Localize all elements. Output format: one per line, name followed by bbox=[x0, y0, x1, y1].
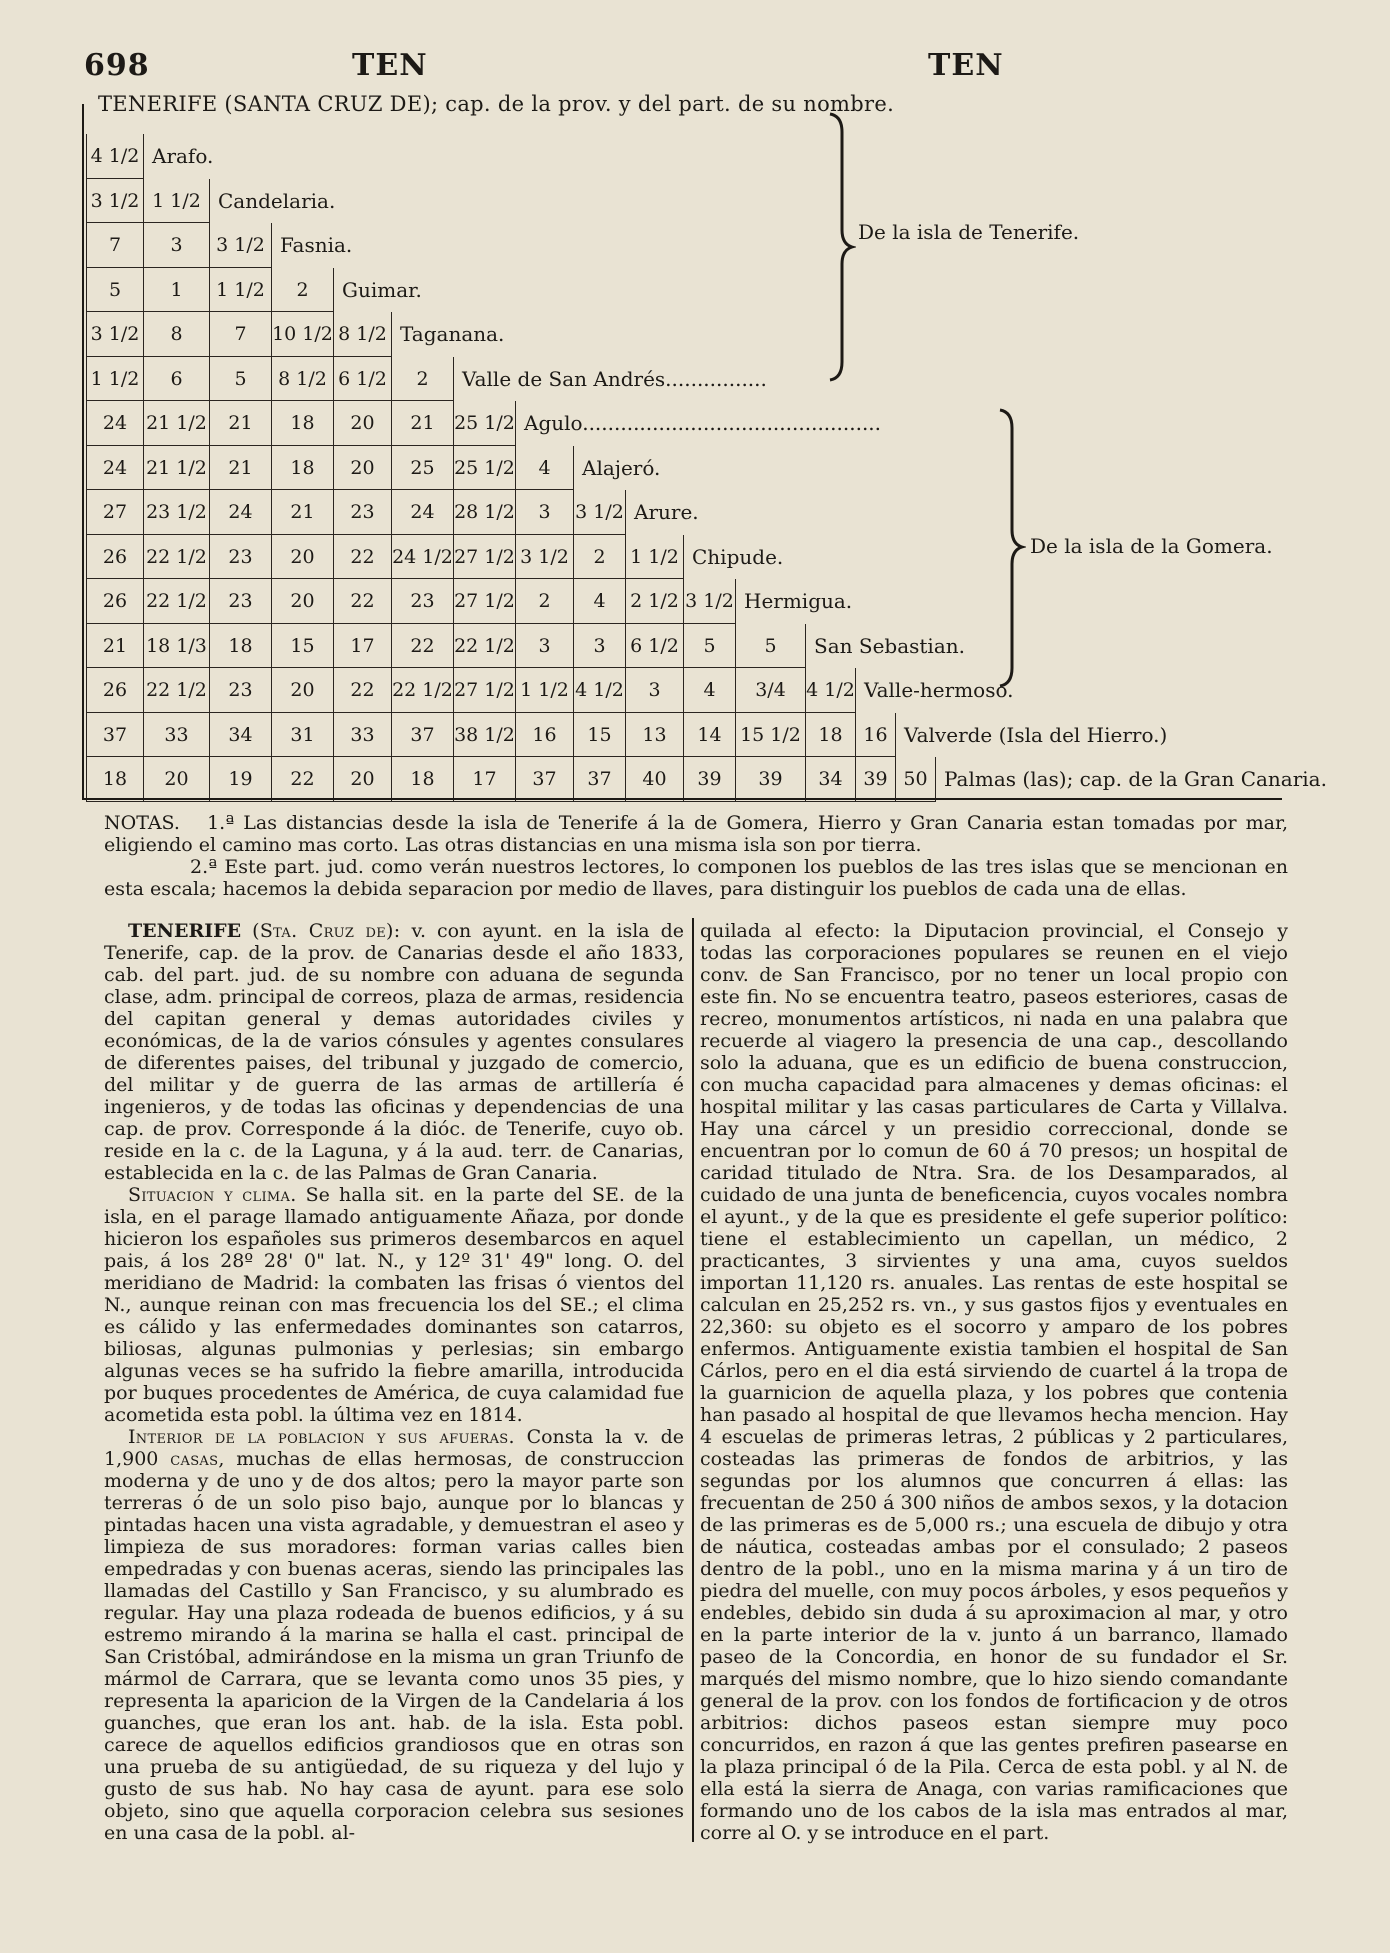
distance-cell: 22 bbox=[334, 535, 392, 580]
distance-cell: 21 bbox=[210, 446, 272, 491]
distance-cell: 1 bbox=[144, 268, 210, 313]
distance-cell: 18 bbox=[272, 401, 334, 446]
distance-cell: 5 bbox=[736, 624, 806, 669]
distance-cell: 15 bbox=[574, 713, 626, 758]
table-bottom-rule bbox=[84, 798, 1282, 800]
situacion-paragraph bbox=[104, 1184, 684, 1426]
distance-cell: 15 1/2 bbox=[736, 713, 806, 758]
distance-cell: 3 1/2 bbox=[210, 223, 272, 268]
distance-cell: 20 bbox=[272, 535, 334, 580]
town-label: Chipude. bbox=[692, 544, 784, 569]
running-head-left: TEN bbox=[352, 48, 428, 83]
distance-cell: 24 bbox=[86, 446, 144, 491]
entry-subhead: (Sta. Cruz de): bbox=[252, 920, 401, 942]
distance-cell: 3/4 bbox=[736, 668, 806, 713]
distance-cell: 16 bbox=[856, 713, 896, 758]
entry-paragraph bbox=[104, 920, 684, 1184]
distance-cell: 22 1/2 bbox=[144, 579, 210, 624]
table-title: TENERIFE (SANTA CRUZ DE); cap. de la prov. y del part. de su nombre. bbox=[98, 92, 895, 116]
distance-cell: 22 bbox=[334, 668, 392, 713]
distance-cell: 18 bbox=[392, 757, 454, 802]
distance-cell: 5 bbox=[210, 357, 272, 402]
distance-cell: 17 bbox=[334, 624, 392, 669]
distance-cell: 21 1/2 bbox=[144, 401, 210, 446]
distance-cell: 39 bbox=[684, 757, 736, 802]
distance-cell: 8 bbox=[144, 312, 210, 357]
interior-text-a: Consta la v. de 1,900 bbox=[104, 1426, 684, 1470]
town-label: Valverde (Isla del Hierro.) bbox=[904, 722, 1168, 747]
island-label-gomera: De la isla de la Gomera. bbox=[1030, 534, 1273, 558]
note-2-number: 2.ª bbox=[190, 856, 218, 878]
town-label: Agulo............................................... bbox=[524, 411, 882, 435]
distance-cell: 5 bbox=[684, 624, 736, 669]
distance-cell: 37 bbox=[392, 713, 454, 758]
note-2-text: Este part. jud. como verán nuestros lectores, lo componen los pueblos de las tres islas que se mencionan en esta escala; hacemos la debida separacion por medio de llaves, para distinguir los pueblos de cada una de ellas. bbox=[104, 856, 1288, 900]
distance-cell: 22 bbox=[334, 579, 392, 624]
town-label: Fasnia. bbox=[280, 233, 353, 257]
island-label-tenerife: De la isla de Tenerife. bbox=[858, 220, 1080, 244]
distance-cell: 27 bbox=[86, 490, 144, 535]
page-number: 698 bbox=[84, 48, 150, 83]
interior-heading: Interior de la poblacion y sus afueras. bbox=[128, 1426, 515, 1448]
distance-cell: 28 1/2 bbox=[454, 490, 516, 535]
table-left-rule bbox=[82, 104, 84, 800]
distance-cell: 24 1/2 bbox=[392, 535, 454, 580]
note-1-number: 1.ª bbox=[207, 812, 235, 834]
distance-cell: 2 bbox=[516, 579, 574, 624]
town-label: Palmas (las); cap. de la Gran Canaria. bbox=[944, 767, 1327, 791]
interior-casas: casas bbox=[170, 1448, 219, 1470]
distance-cell: 4 bbox=[574, 579, 626, 624]
town-label: San Sebastian. bbox=[814, 633, 965, 658]
distance-cell: 21 bbox=[272, 490, 334, 535]
distance-cell: 21 bbox=[210, 401, 272, 446]
distance-cell: 26 bbox=[86, 535, 144, 580]
distance-cell: 5 bbox=[86, 268, 144, 313]
distance-cell: 2 bbox=[392, 357, 454, 402]
distance-cell: 20 bbox=[334, 757, 392, 802]
entry-text: v. con ayunt. en la isla de Tenerife, cap. de la prov. de Canarias desde el año 1833, cab. del part. jud. de su nombre con aduana de segunda clase, adm. principal de correos, plaza de armas, residencia del capitan general y demas autoridades civiles y económicas, de la de varios cónsules y agentes consulares de diferentes paises, del tribunal y juzgado de comercio, del militar y de guerra de las armas de artillería é ingenieros, y de todas las oficinas y dependencias de una cap. de prov. Corresponde á la dióc. de Tenerife, cuyo ob. reside en la c. de la Laguna, y á la aud. terr. de Canarias, establecida en la c. de las Palmas de Gran Canaria. bbox=[104, 920, 684, 1184]
distance-cell: 6 1/2 bbox=[334, 357, 392, 402]
distance-cell: 6 bbox=[144, 357, 210, 402]
town-label: Arafo. bbox=[152, 144, 214, 168]
town-label: Valle-hermoso. bbox=[864, 678, 1014, 702]
distance-cell: 40 bbox=[626, 757, 684, 802]
distance-cell: 27 1/2 bbox=[454, 579, 516, 624]
brace-gomera-icon bbox=[996, 408, 1026, 688]
notes-block bbox=[104, 812, 1288, 900]
distance-cell: 38 1/2 bbox=[454, 713, 516, 758]
distance-cell: 34 bbox=[210, 713, 272, 758]
distance-cell: 10 1/2 bbox=[272, 312, 334, 357]
distance-cell: 14 bbox=[684, 713, 736, 758]
note-1 bbox=[104, 812, 1288, 856]
distance-cell: 4 1/2 bbox=[574, 668, 626, 713]
distance-cell: 23 bbox=[334, 490, 392, 535]
distance-cell: 21 bbox=[86, 624, 144, 669]
distance-cell: 15 bbox=[272, 624, 334, 669]
distance-cell: 27 1/2 bbox=[454, 668, 516, 713]
distance-cell: 21 1/2 bbox=[144, 446, 210, 491]
distance-cell: 4 bbox=[684, 668, 736, 713]
note-1-text: Las distancias desde la isla de Tenerife á la de Gomera, Hierro y Gran Canaria estan tomadas por mar, eligiendo el camino mas corto. Las otras distancias en una misma isla son por tierra. bbox=[104, 812, 1288, 856]
distance-cell: 22 bbox=[272, 757, 334, 802]
distance-cell: 3 bbox=[516, 624, 574, 669]
distance-cell: 4 bbox=[516, 446, 574, 491]
distance-cell: 3 bbox=[626, 668, 684, 713]
situacion-heading: Situacion y clima. bbox=[128, 1184, 297, 1206]
distance-cell: 6 1/2 bbox=[626, 624, 684, 669]
distance-cell: 26 bbox=[86, 668, 144, 713]
distance-cell: 1 1/2 bbox=[210, 268, 272, 313]
distance-cell: 1 1/2 bbox=[626, 535, 684, 580]
distance-cell: 2 1/2 bbox=[626, 579, 684, 624]
distance-cell: 2 bbox=[574, 535, 626, 580]
column-divider bbox=[692, 918, 694, 1842]
distance-cell: 1 1/2 bbox=[144, 179, 210, 224]
distance-cell: 3 1/2 bbox=[574, 490, 626, 535]
article-column-left bbox=[104, 920, 684, 1844]
interior-text-b: , muchas de ellas hermosas, de construccion moderna y de uno y de dos altos; pero la mayor parte son terreras ó de un solo piso bajo, aunque por lo blancas y pintadas hacen una vista agradable, y demuestran el aseo y limpieza de sus moradores: forman varias calles bien empedradas y con buenas aceras, siendo las principales las llamadas del Castillo y San Francisco, y su alumbrado es regular. Hay una plaza rodeada de buenos edificios, y á su estremo mirando á la marina se halla el cast. principal de San Cristóbal, admirándose en la misma un gran Triunfo de mármol de Carrara, que se levanta como unos 35 pies, y representa la aparicion de la Virgen de la Candelaria á los guanches, que eran los ant. hab. de la isla. Esta pobl. carece de aquellos edificios grandiosos que en otras son una prueba de su antigüedad, de su riqueza y del lujo y gusto de sus hab. No hay casa de ayunt. para ese solo objeto, sino que aquella corporacion celebra sus sesiones en una casa de la pobl. al- bbox=[104, 1448, 684, 1844]
distance-cell: 1 1/2 bbox=[516, 668, 574, 713]
distance-cell: 2 bbox=[272, 268, 334, 313]
distance-cell: 50 bbox=[896, 757, 936, 802]
distance-cell: 39 bbox=[856, 757, 896, 802]
distance-cell: 17 bbox=[454, 757, 516, 802]
town-label: Valle de San Andrés................ bbox=[462, 366, 767, 391]
distance-cell: 3 1/2 bbox=[86, 312, 144, 357]
distance-cell: 39 bbox=[736, 757, 806, 802]
distance-cell: 23 bbox=[210, 535, 272, 580]
distance-cell: 18 1/3 bbox=[144, 624, 210, 669]
town-label: Arure. bbox=[634, 500, 699, 524]
distance-cell: 25 1/2 bbox=[454, 446, 516, 491]
town-label: Guimar. bbox=[342, 277, 422, 302]
distance-cell: 37 bbox=[516, 757, 574, 802]
town-label: Taganana. bbox=[400, 322, 505, 346]
distance-cell: 23 bbox=[210, 668, 272, 713]
notes-label: NOTAS. bbox=[104, 812, 180, 834]
distance-cell: 16 bbox=[516, 713, 574, 758]
distance-cell: 34 bbox=[806, 757, 856, 802]
distance-cell: 3 1/2 bbox=[684, 579, 736, 624]
distance-cell: 31 bbox=[272, 713, 334, 758]
town-label: Alajeró. bbox=[582, 455, 661, 480]
continuation-paragraph: quilada al efecto: la Diputacion provincial, el Consejo y todas las corporaciones populares se reunen en el viejo conv. de San Francisco, por no tener un local propio con este fin. No se encuentra teatro, paseos esteriores, casas de recreo, monumentos artísticos, ni nada en una palabra que recuerde al viagero la presencia de una cap., descollando solo la aduana, que es un edificio de buena construccion, con mucha capacidad para almacenes y demas oficinas: el hospital militar y las casas particulares de Carta y Villalva. Hay una cárcel y un presidio correccional, donde se encuentran por lo comun de 60 á 70 presos; un hospital de caridad titulado de Ntra. Sra. de los Desamparados, al cuidado de una junta de beneficencia, cuyos vocales nombra el ayunt., y de la que es presidente el gefe superior político: tiene el establecimiento un capellan, un médico, 2 practicantes, 3 sirvientes y una ama, cuyos sueldos importan 11,120 rs. anuales. Las rentas de este hospital se calculan en 25,252 rs. vn., y sus gastos fijos y eventuales en 22,360: su objeto es el socorro y amparo de los pobres enfermos. Antiguamente existia tambien el hospital de San Cárlos, pero en el dia está sirviendo de cuartel á la tropa de la guarnicion de aquella plaza, y los pobres que contenia han pasado al hospital de que llevamos hecha mencion. Hay 4 escuelas de primeras letras, 2 públicas y 2 particulares, costeadas las primeras de fondos de arbitrios, y las segundas por los alumnos que concurren á ellas: las frecuentan de 250 á 300 niños de ambos sexos, y la dotacion de las primeras es de 5,000 rs.; una escuela de dibujo y otra de náutica, costeadas ambas por el consulado; 2 paseos dentro de la pobl., uno en la misma marina y á un tiro de piedra del muelle, con muy pocos árboles, y esos pequeños y endebles, debido sin duda á su aproximacion al mar, y otro en la parte interior de la v. junto á un barranco, llamado paseo de la Concordia, en honor de su fundador el Sr. marqués del mismo nombre, que lo hizo siendo comandante general de la prov. con los fondos de fortificacion y de otros arbitrios: dichos paseos estan siempre muy poco concurridos, en razon á que las gentes prefiren pasearse en la plaza principal ó de la Pila. Cerca de esta pobl. y al N. de ella está la sierra de Anaga, con varias ramificaciones que formando uno de los cabos de la isla mas entrados al mar, corre al O. y se introduce en el part. bbox=[700, 920, 1288, 1844]
distance-cell: 8 1/2 bbox=[272, 357, 334, 402]
distance-cell: 20 bbox=[334, 446, 392, 491]
distance-cell: 7 bbox=[210, 312, 272, 357]
distance-cell: 37 bbox=[574, 757, 626, 802]
distance-cell: 23 1/2 bbox=[144, 490, 210, 535]
distance-cell: 3 1/2 bbox=[86, 179, 144, 224]
town-label: Hermigua. bbox=[744, 589, 853, 613]
entry-headword: TENERIFE bbox=[128, 920, 242, 942]
distance-cell: 3 bbox=[144, 223, 210, 268]
distance-cell: 8 1/2 bbox=[334, 312, 392, 357]
situacion-text: Se halla sit. en la parte del SE. de la isla, en el parage llamado antiguamente Añaza, por donde hicieron los españoles sus primeros desembarcos en aquel pais, á los 28º 28' 0" lat. N., y 12º 31' 49" long. O. del meridiano de Madrid: la combaten las frisas ó vientos del N., aunque reinan con mas frecuencia los del SE.; el clima es cálido y las enfermedades dominantes son catarros, biliosas, algunas pulmonias y perlesias; sin embargo algunas veces se ha sufrido la fiebre amarilla, introducida por buques procedentes de América, de cuya calamidad fue acometida esta pobl. la última vez en 1814. bbox=[104, 1184, 684, 1426]
running-head-right: TEN bbox=[928, 48, 1004, 83]
article-column-right bbox=[700, 920, 1288, 1844]
distance-cell: 22 1/2 bbox=[392, 668, 454, 713]
distance-cell: 26 bbox=[86, 579, 144, 624]
distance-cell: 20 bbox=[334, 401, 392, 446]
distance-cell: 4 1/2 bbox=[86, 134, 144, 179]
distance-cell: 27 1/2 bbox=[454, 535, 516, 580]
distance-cell: 7 bbox=[86, 223, 144, 268]
distance-cell: 24 bbox=[210, 490, 272, 535]
distance-cell: 22 bbox=[392, 624, 454, 669]
distance-cell: 22 1/2 bbox=[454, 624, 516, 669]
distance-cell: 3 bbox=[574, 624, 626, 669]
distance-cell: 23 bbox=[210, 579, 272, 624]
distance-cell: 1 1/2 bbox=[86, 357, 144, 402]
distance-cell: 3 1/2 bbox=[516, 535, 574, 580]
distance-cell: 23 bbox=[392, 579, 454, 624]
distance-cell: 20 bbox=[272, 579, 334, 624]
distance-cell: 21 bbox=[392, 401, 454, 446]
interior-paragraph bbox=[104, 1426, 684, 1844]
town-label: Candelaria. bbox=[218, 188, 336, 213]
brace-tenerife-icon bbox=[826, 112, 856, 382]
distance-cell: 18 bbox=[272, 446, 334, 491]
distance-cell: 24 bbox=[392, 490, 454, 535]
distance-cell: 37 bbox=[86, 713, 144, 758]
distance-cell: 20 bbox=[144, 757, 210, 802]
distance-cell: 22 1/2 bbox=[144, 535, 210, 580]
distance-cell: 33 bbox=[334, 713, 392, 758]
distance-cell: 20 bbox=[272, 668, 334, 713]
distance-cell: 4 1/2 bbox=[806, 668, 856, 713]
distance-cell: 19 bbox=[210, 757, 272, 802]
distance-cell: 25 1/2 bbox=[454, 401, 516, 446]
distance-cell: 24 bbox=[86, 401, 144, 446]
distance-cell: 18 bbox=[210, 624, 272, 669]
distance-cell: 25 bbox=[392, 446, 454, 491]
distance-cell: 3 bbox=[516, 490, 574, 535]
distance-cell: 22 1/2 bbox=[144, 668, 210, 713]
distance-cell: 33 bbox=[144, 713, 210, 758]
note-2 bbox=[104, 856, 1288, 900]
distance-cell: 18 bbox=[86, 757, 144, 802]
distance-cell: 13 bbox=[626, 713, 684, 758]
distance-cell: 18 bbox=[806, 713, 856, 758]
